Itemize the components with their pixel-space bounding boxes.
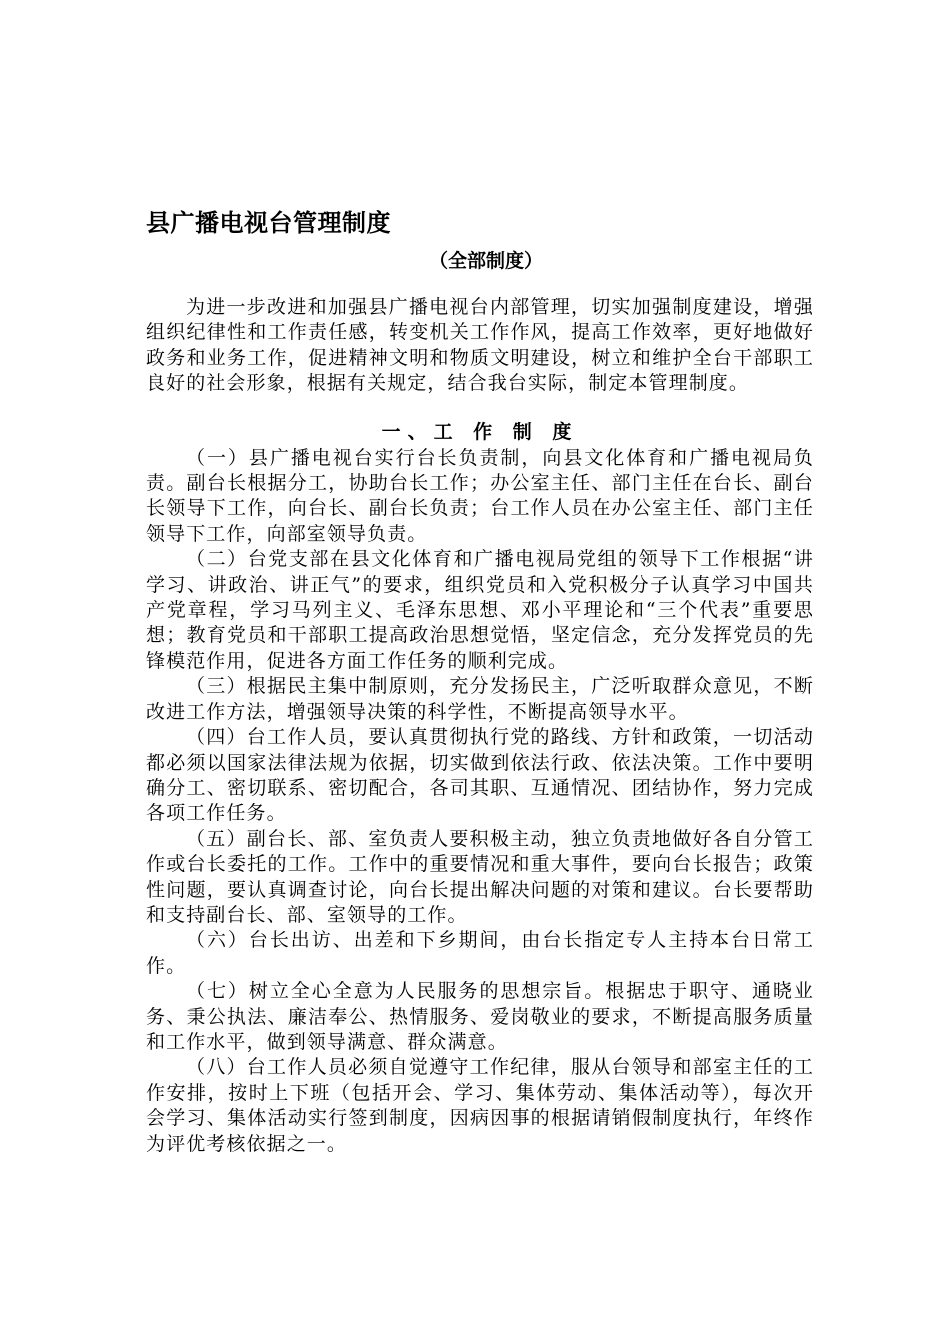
clause-paragraph-1: （一）县广播电视台实行台长负责制，向县文化体育和广播电视局负责。副台长根据分工，协助台长工作；办公室主任、部门主任在台长、副台长领导下工作，向台长、副台长负责；台工作人员在办公室主任、部门主任领导下工作，向部室领导负责。 — [146, 446, 814, 545]
section-heading: 一、工 作 制 度 — [381, 420, 579, 443]
clause-paragraph-4: （四）台工作人员，要认真贯彻执行党的路线、方针和政策，一切活动都必须以国家法律法规为依据，切实做到依法行政、依法决策。工作中要明确分工、密切联系、密切配合，各司其职、互通情况、团结协作，努力完成各项工作任务。 — [146, 726, 814, 825]
clause-paragraph-7: （七）树立全心全意为人民服务的思想宗旨。根据忠于职守、通晓业务、秉公执法、廉洁奉公、热情服务、爱岗敬业的要求，不断提高服务质量和工作水平，做到领导满意、群众满意。 — [146, 980, 814, 1053]
document-subtitle: （全部制度） — [428, 250, 543, 272]
clause-paragraph-8: （八）台工作人员必须自觉遵守工作纪律，服从台领导和部室主任的工作安排，按时上下班（包括开会、学习、集体劳动、集体活动等），每次开会学习、集体活动实行签到制度，因病因事的根据请销假制度执行，年终作为评优考核依据之一。 — [146, 1056, 814, 1155]
intro-paragraph: 为进一步改进和加强县广播电视台内部管理，切实加强制度建设，增强组织纪律性和工作责任感，转变机关工作作风，提高工作效率，更好地做好政务和业务工作，促进精神文明和物质文明建设，树立和维护全台干部职工良好的社会形象，根据有关规定，结合我台实际，制定本管理制度。 — [146, 296, 814, 395]
document-title: 县广播电视台管理制度 — [146, 209, 391, 237]
clause-paragraph-3: （三）根据民主集中制原则，充分发扬民主，广泛听取群众意见，不断改进工作方法，增强领导决策的科学性，不断提高领导水平。 — [146, 675, 814, 723]
clause-paragraph-2: （二）台党支部在县文化体育和广播电视局党组的领导下工作根据“讲学习、讲政治、讲正气”的要求，组织党员和入党积极分子认真学习中国共产党章程，学习马列主义、毛泽东思想、邓小平理论和“三个代表”重要思想；教育党员和干部职工提高政治思想觉悟，坚定信念，充分发挥党员的先锋模范作用，促进各方面工作任务的顺利完成。 — [146, 548, 814, 672]
clause-paragraph-5: （五）副台长、部、室负责人要积极主动，独立负责地做好各自分管工作或台长委托的工作。工作中的重要情况和重大事件，要向台长报告；政策性问题，要认真调查讨论，向台长提出解决问题的对策和建议。台长要帮助和支持副台长、部、室领导的工作。 — [146, 827, 814, 926]
clause-paragraph-6: （六）台长出访、出差和下乡期间，由台长指定专人主持本台日常工作。 — [146, 929, 814, 977]
document-body — [146, 295, 814, 1157]
